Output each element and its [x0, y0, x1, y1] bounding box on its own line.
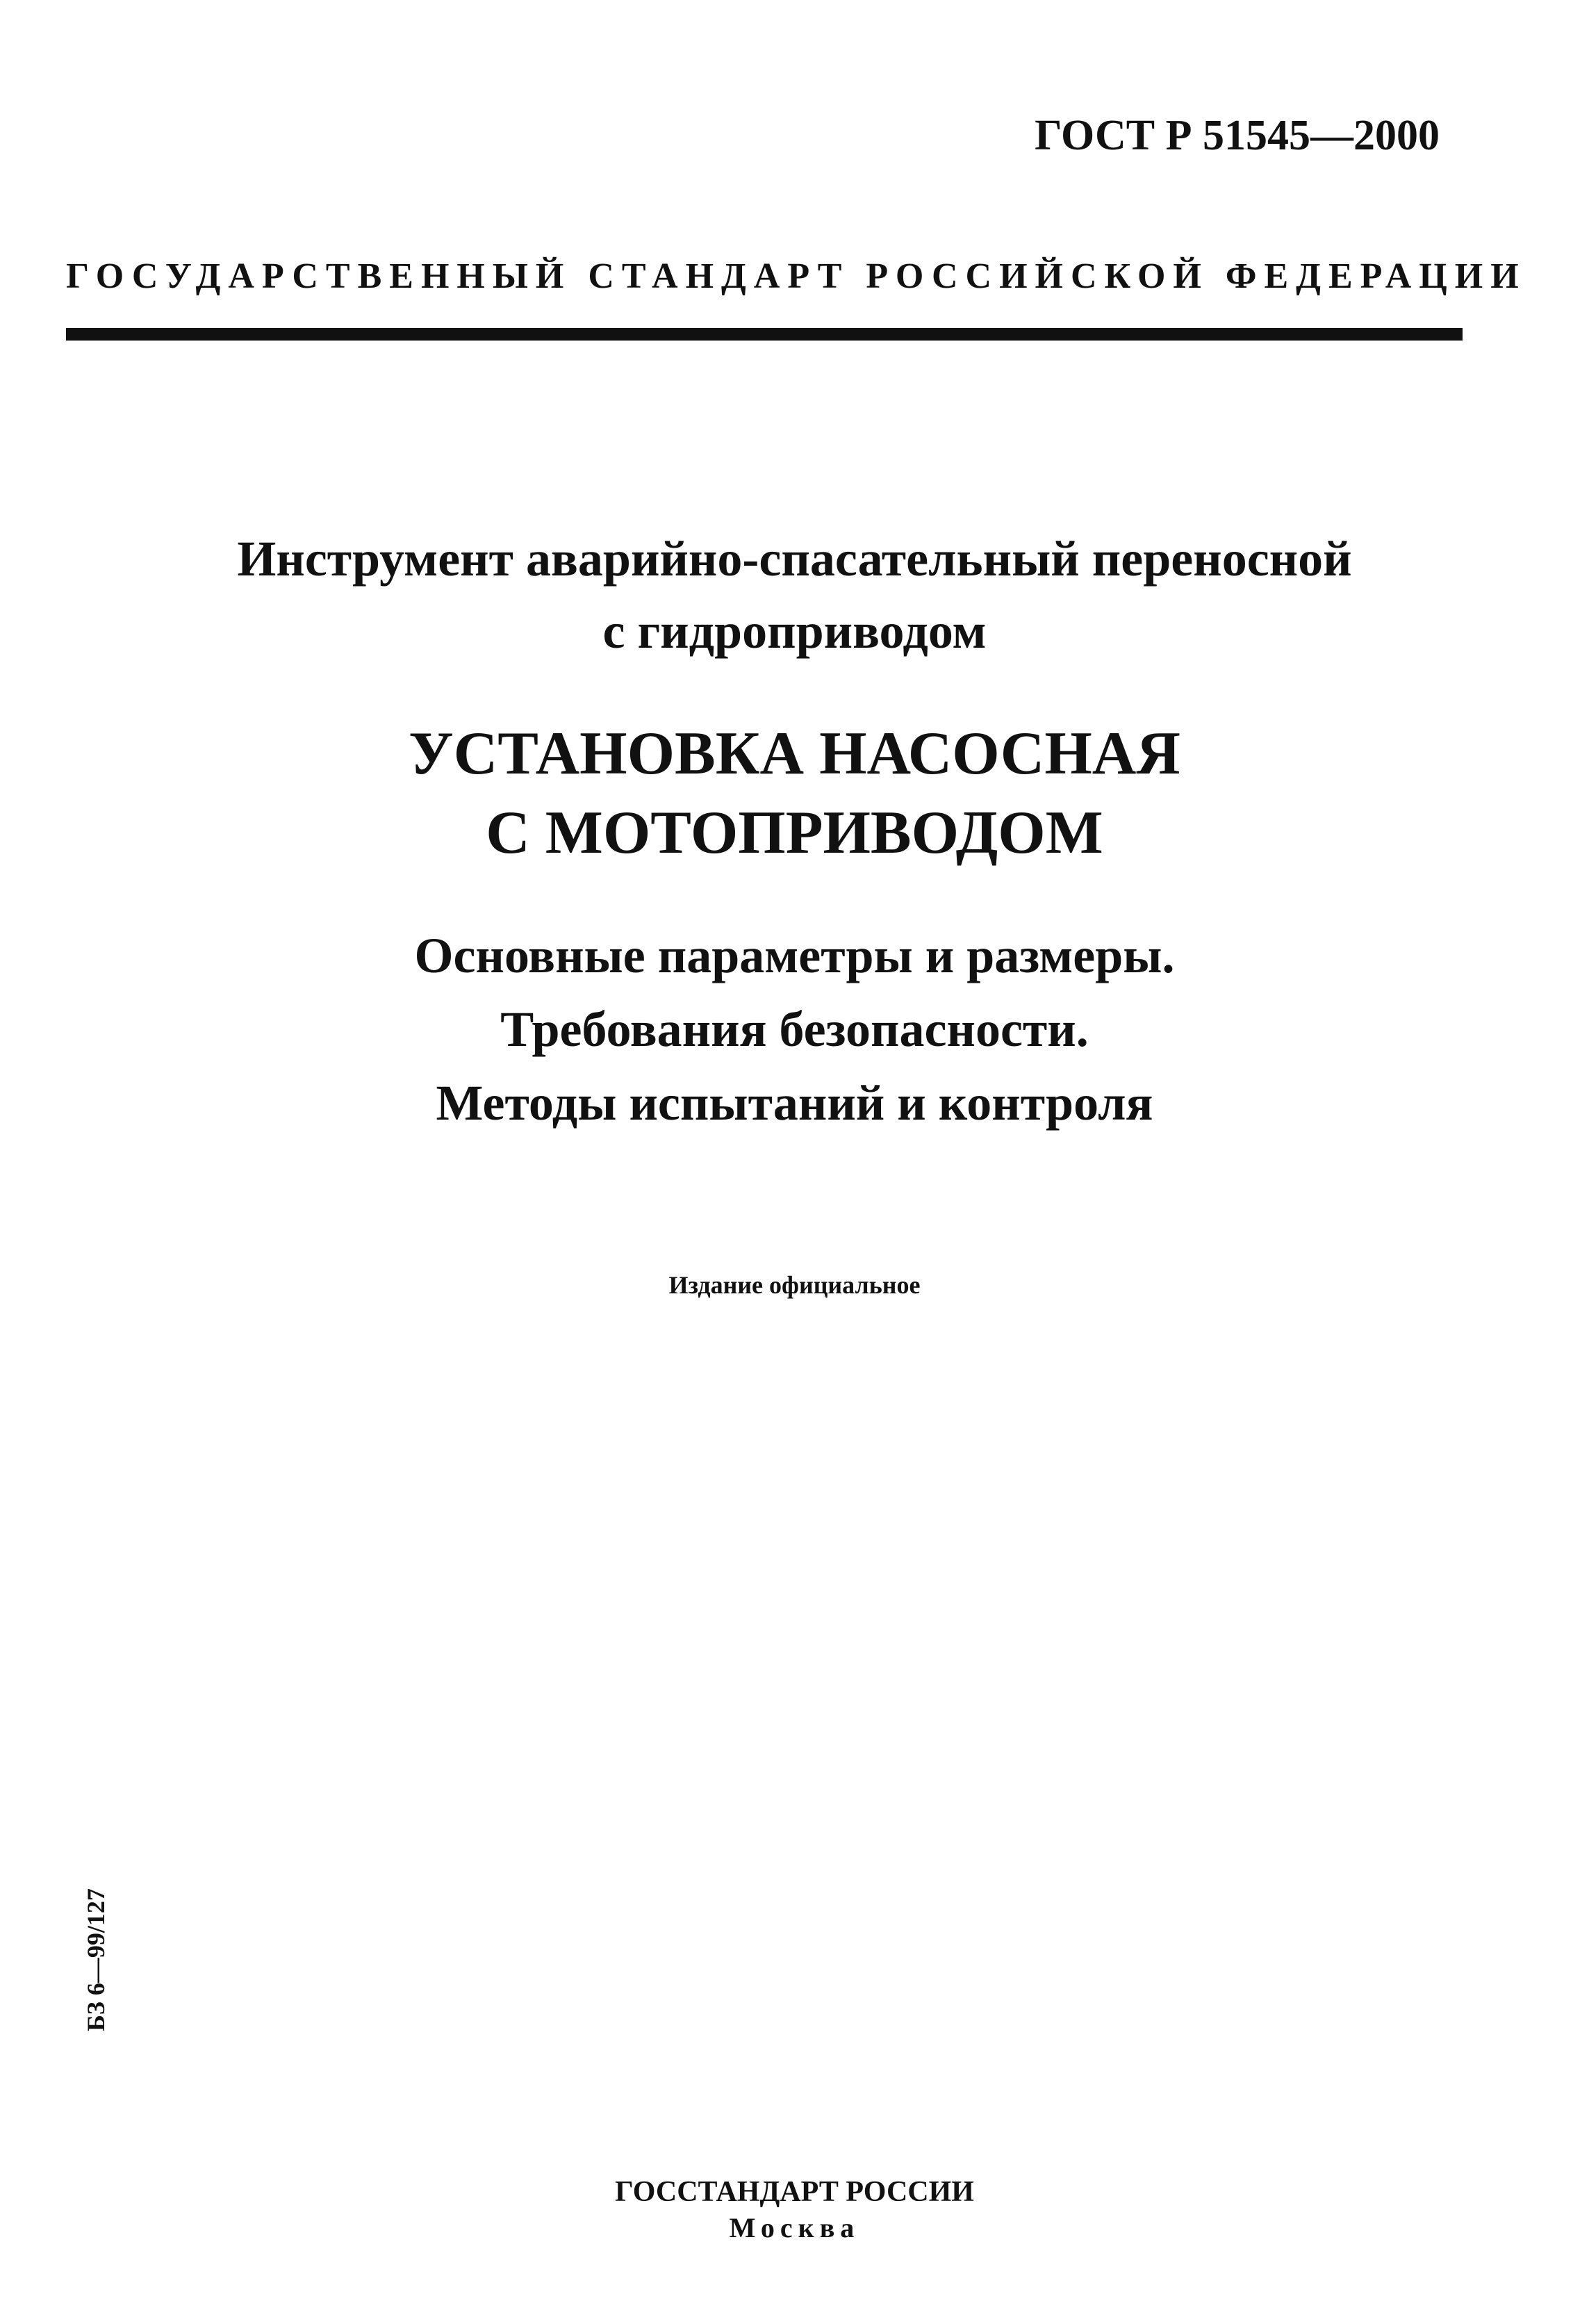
publisher-block: [0, 2174, 1589, 2246]
main-title: [0, 714, 1589, 873]
product-group-line: Инструмент аварийно-спасательный переносной: [237, 531, 1352, 587]
publisher-name: ГОССТАНДАРТ РОССИИ: [615, 2176, 974, 2208]
document-number: ГОСТ Р 51545—2000: [1035, 112, 1440, 159]
product-group-line: с гидроприводом: [602, 603, 987, 659]
subtitle: [0, 919, 1589, 1140]
subtitle-line: Основные параметры и размеры.: [414, 928, 1175, 983]
subtitle-line: Требования безопасности.: [500, 1001, 1089, 1057]
subtitle-line: Методы испытаний и контроля: [436, 1075, 1153, 1131]
publisher-city: Москва: [729, 2212, 860, 2243]
main-title-line: УСТАНОВКА НАСОСНАЯ: [409, 720, 1180, 787]
main-title-line: С МОТОПРИВОДОМ: [486, 799, 1103, 867]
state-standard-heading: ГОСУДАРСТВЕННЫЙ СТАНДАРТ РОССИЙСКОЙ ФЕДЕРАЦИИ: [66, 256, 1526, 296]
product-group-title: [0, 523, 1589, 667]
side-code: БЗ 6—99/127: [82, 1888, 110, 2031]
header-rule: [66, 328, 1463, 341]
edition-note: Издание официальное: [668, 1271, 921, 1299]
